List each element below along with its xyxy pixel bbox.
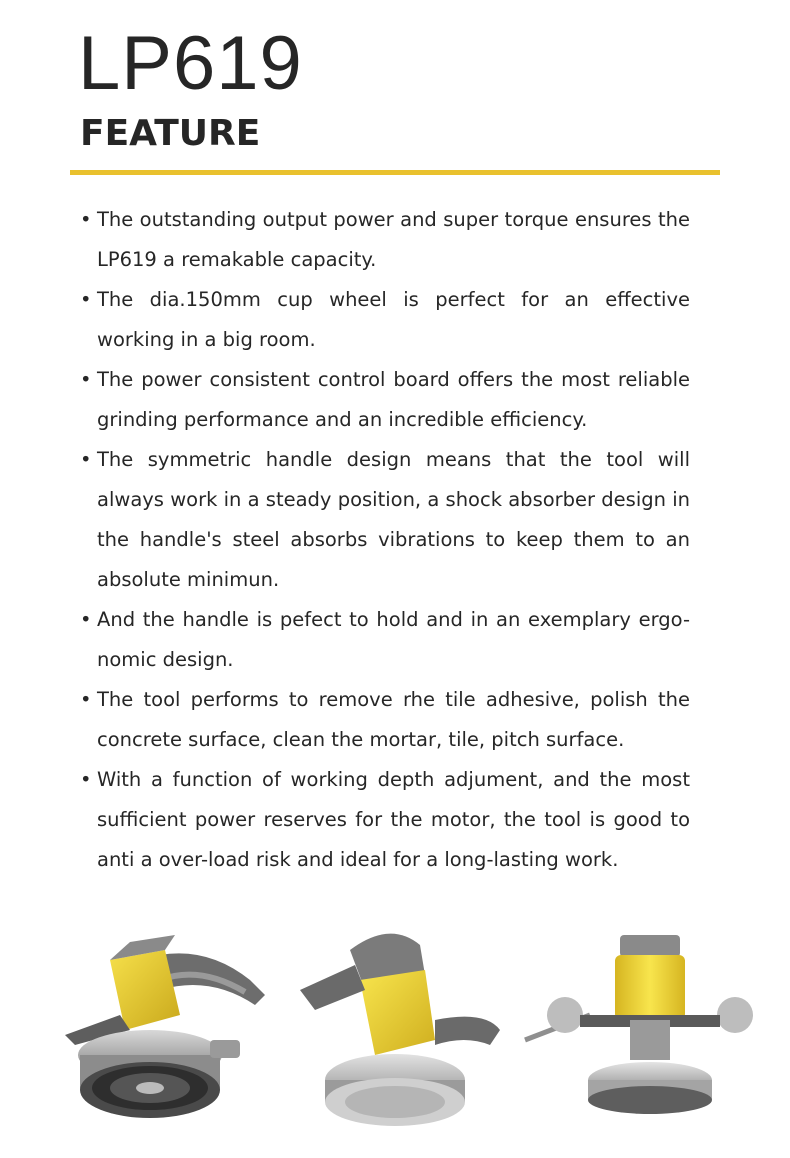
- feature-item: [80, 200, 690, 280]
- feature-item: [80, 440, 690, 600]
- bullet-icon: •: [80, 688, 92, 711]
- grinder-side-view-image: [50, 920, 270, 1130]
- model-title: LP619: [78, 21, 303, 106]
- feature-item: [80, 360, 690, 440]
- product-images: [40, 920, 760, 1130]
- grinder-front-view-image: [520, 920, 770, 1130]
- feature-text: With a function of working depth adjument, and the most sufficient power reserves for the motor, the tool is good to anti a over-load risk and ideal for a long-lasting work.: [97, 768, 690, 871]
- feature-item: [80, 760, 690, 880]
- feature-text: The power consistent control board offers the most reliable grinding performance and an incredible efficiency.: [97, 368, 690, 431]
- feature-text: The symmetric handle design means that the tool will always work in a steady position, a shock absorber design in the handle's steel absorbs vibrations to keep them to an absolute minimun.: [97, 448, 690, 591]
- accent-divider: [70, 170, 720, 175]
- bullet-icon: •: [80, 608, 92, 631]
- feature-text: The outstanding output power and super torque ensures the LP619 a remakable capacity.: [97, 208, 690, 271]
- feature-item: [80, 280, 690, 360]
- feature-item: [80, 600, 690, 680]
- feature-text: The tool performs to remove rhe tile adhesive, polish the concrete surface, clean the mortar, tile, pitch surface.: [97, 688, 690, 751]
- bullet-icon: •: [80, 448, 92, 471]
- feature-list: [80, 200, 690, 880]
- feature-item: [80, 680, 690, 760]
- bullet-icon: •: [80, 768, 92, 791]
- feature-text: And the handle is pefect to hold and in an exemplary ergo-nomic design.: [97, 608, 690, 671]
- feature-text: The dia.150mm cup wheel is perfect for an effective working in a big room.: [97, 288, 690, 351]
- grinder-angled-view-image: [295, 920, 515, 1130]
- bullet-icon: •: [80, 368, 92, 391]
- section-heading: FEATURE: [80, 113, 261, 154]
- bullet-icon: •: [80, 288, 92, 311]
- bullet-icon: •: [80, 208, 92, 231]
